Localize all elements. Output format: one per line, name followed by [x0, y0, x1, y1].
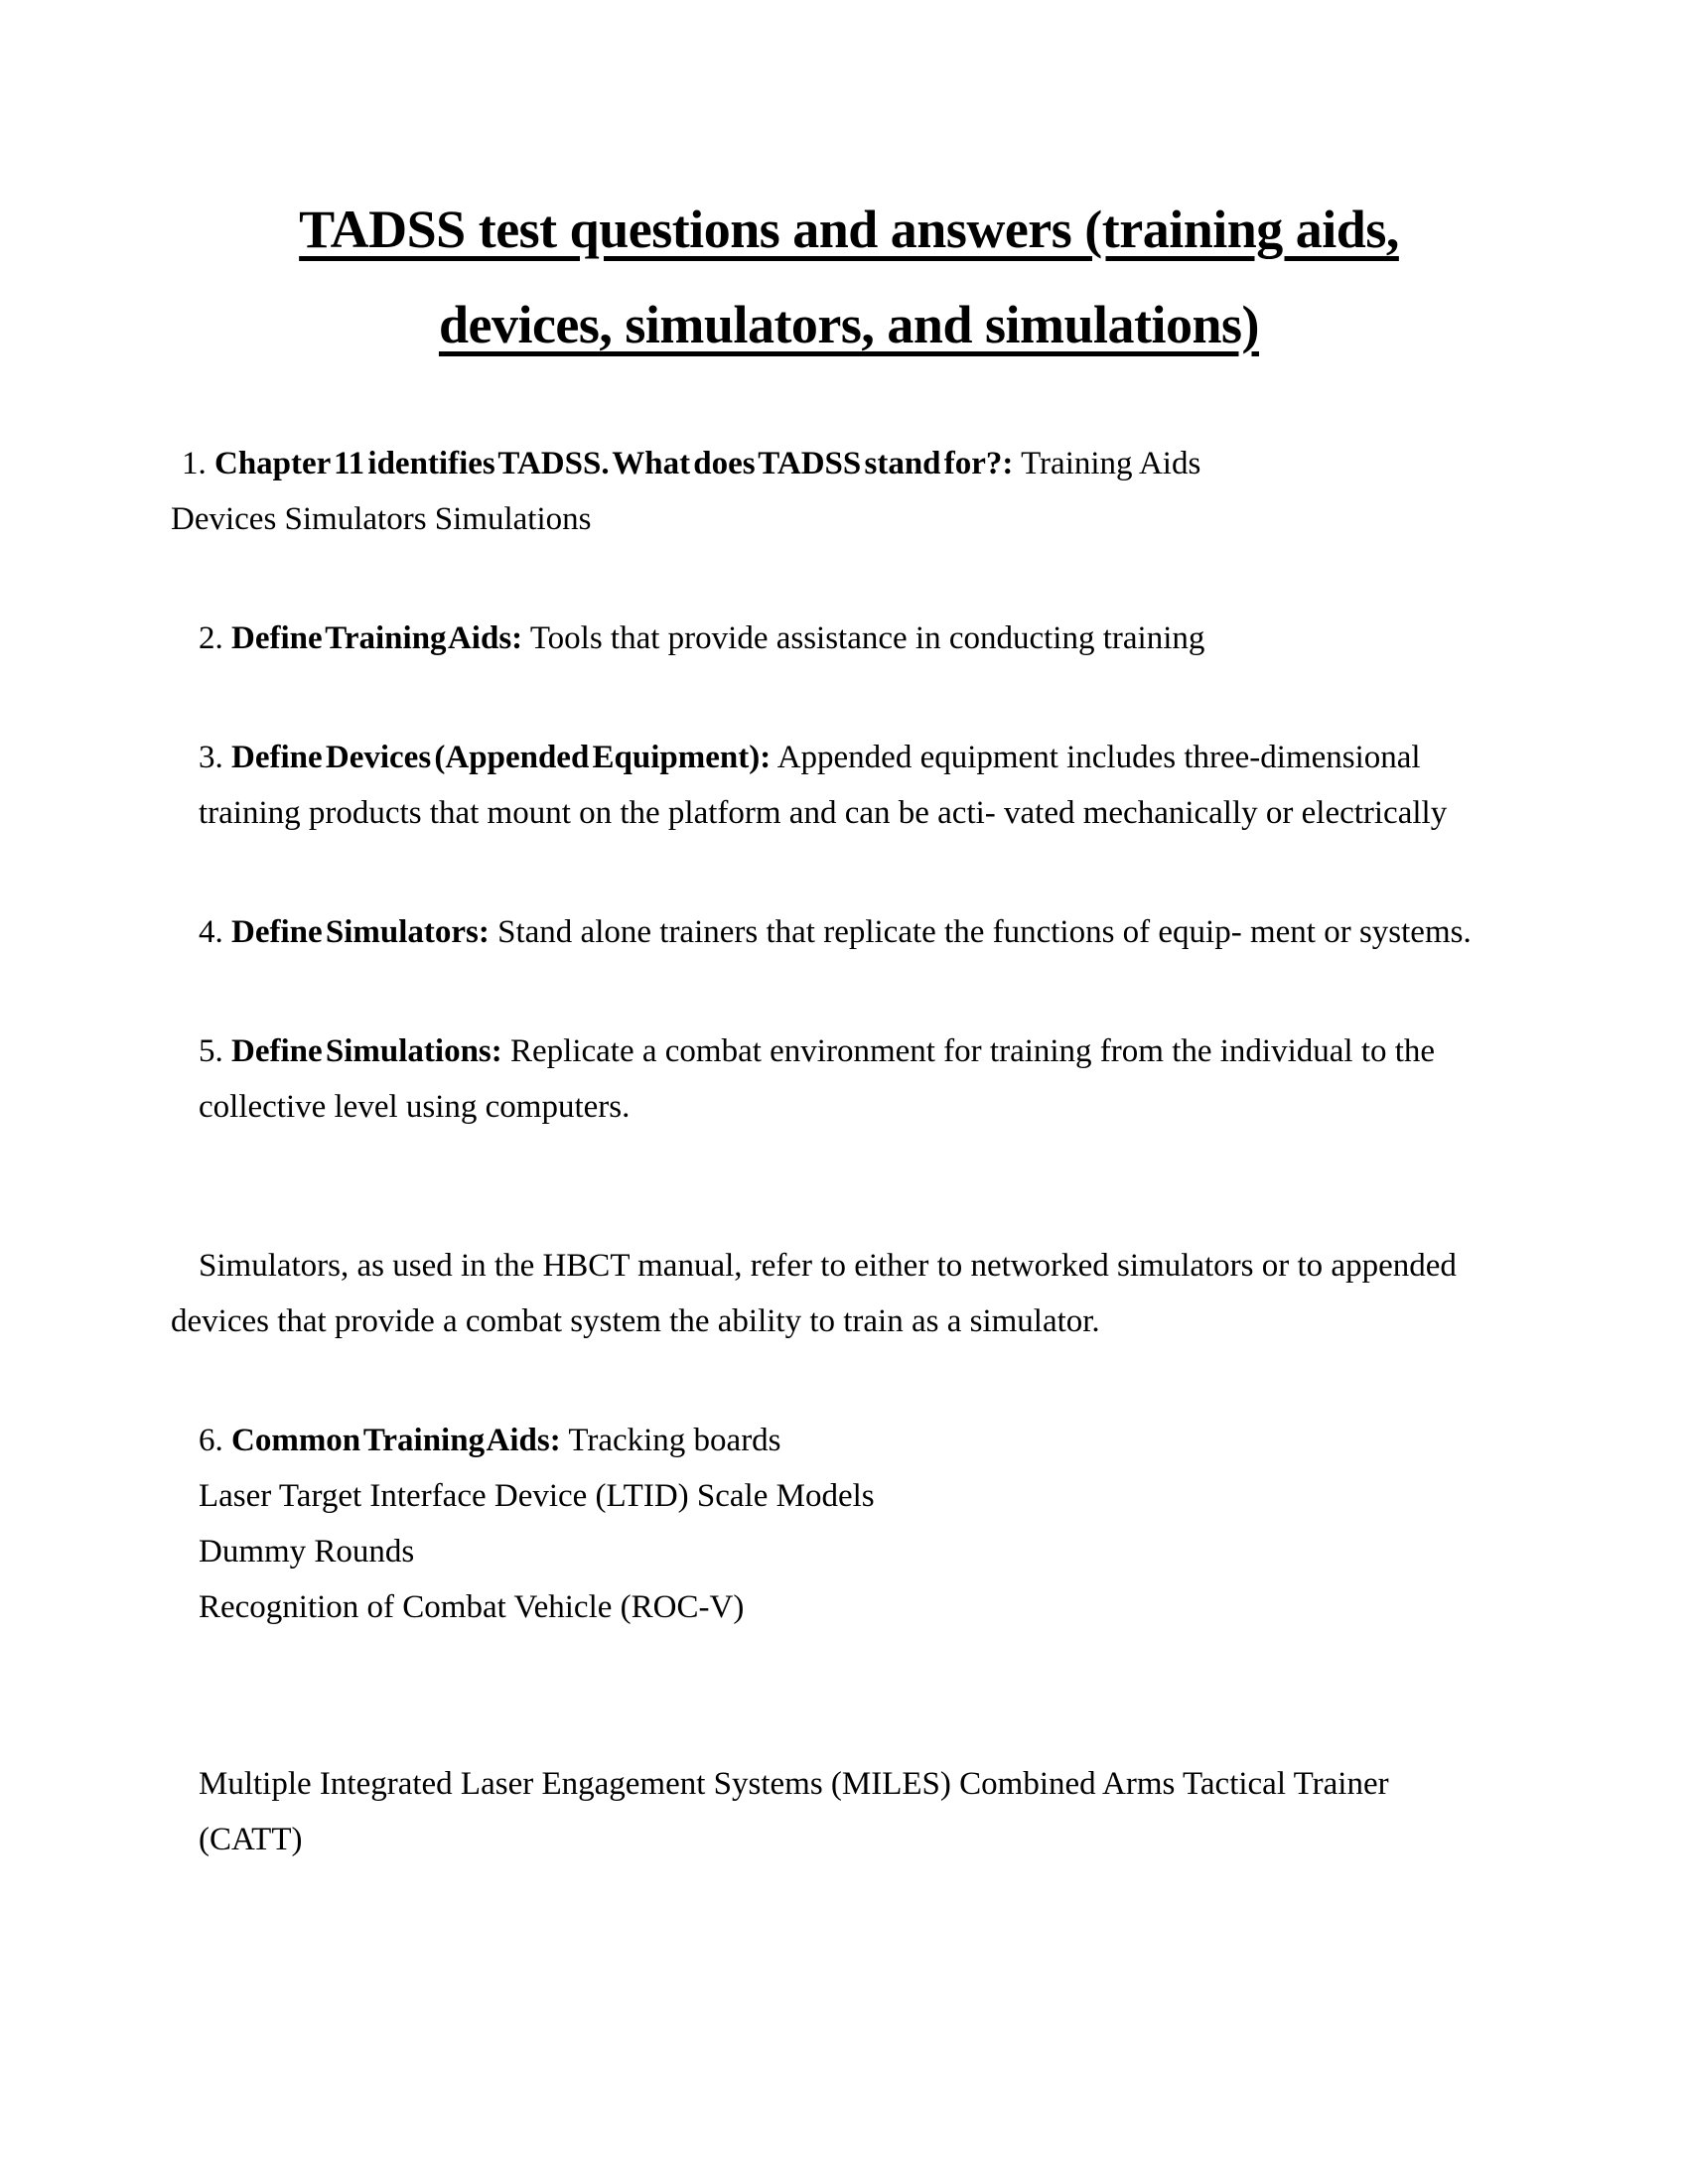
question-5-number: 5. — [199, 1033, 223, 1069]
question-6-answer-line-1: Tracking boards — [568, 1423, 781, 1458]
miles-note — [199, 1756, 1549, 1867]
question-5-answer-line-1: Replicate a combat environment for training from the individual to the — [510, 1033, 1436, 1069]
question-4-number: 4. — [199, 914, 223, 950]
blank-line-spacer — [171, 1198, 1549, 1238]
question-1-answer-line-2: Devices Simulators Simulations — [171, 501, 592, 537]
blank-line-spacer — [171, 1699, 1549, 1756]
question-2 — [199, 611, 1549, 666]
question-5 — [199, 1024, 1549, 1135]
question-3-answer-line-1: Appended equipment includes three-dimensional — [776, 740, 1421, 775]
question-1-answer-line-1: Training Aids — [1021, 446, 1201, 481]
question-1-number: 1. — [182, 446, 207, 481]
question-3-number: 3. — [199, 740, 223, 775]
question-6-label: Common Training Aids: — [231, 1423, 561, 1458]
miles-note-line-2: (CATT) — [199, 1822, 303, 1857]
question-2-number: 2. — [199, 620, 223, 656]
question-6-number: 6. — [199, 1423, 223, 1458]
question-5-answer-line-2: collective level using computers. — [199, 1089, 631, 1125]
question-6-answer-line-3: Dummy Rounds — [199, 1534, 415, 1570]
simulators-note-line-1: Simulators, as used in the HBCT manual, refer to either to networked simulators or to appended — [199, 1248, 1457, 1284]
question-4 — [199, 904, 1549, 960]
question-2-label: Define Training Aids: — [231, 620, 523, 656]
miles-note-line-1: Multiple Integrated Laser Engagement Systems (MILES) Combined Arms Tactical Trainer — [199, 1766, 1389, 1802]
simulators-note — [171, 1238, 1549, 1349]
question-2-answer: Tools that provide assistance in conducting training — [529, 620, 1205, 656]
question-3-label: Define Devices (Appended Equipment): — [231, 740, 772, 775]
question-3-answer-line-2: training products that mount on the platform and can be acti- vated mechanically or electrically — [199, 795, 1448, 831]
question-1 — [171, 436, 1549, 547]
question-1-label: Chapter 11 identifies TADSS. What does TADSS stand for?: — [214, 446, 1014, 481]
question-5-label: Define Simulations: — [231, 1033, 502, 1069]
question-6-answer-line-2: Laser Target Interface Device (LTID) Scale Models — [199, 1478, 875, 1514]
question-6 — [199, 1413, 1549, 1635]
question-4-answer: Stand alone trainers that replicate the functions of equip- ment or systems. — [497, 914, 1472, 950]
document-title-line-1: TADSS test questions and answers (training aids, — [299, 200, 1399, 259]
question-6-answer-line-4: Recognition of Combat Vehicle (ROC-V) — [199, 1589, 745, 1625]
question-3 — [199, 730, 1549, 841]
simulators-note-line-2: devices that provide a combat system the ability to train as a simulator. — [171, 1303, 1100, 1339]
question-4-label: Define Simulators: — [231, 914, 490, 950]
document-title-line-2: devices, simulators, and simulations) — [438, 295, 1260, 354]
document-title — [149, 182, 1549, 372]
